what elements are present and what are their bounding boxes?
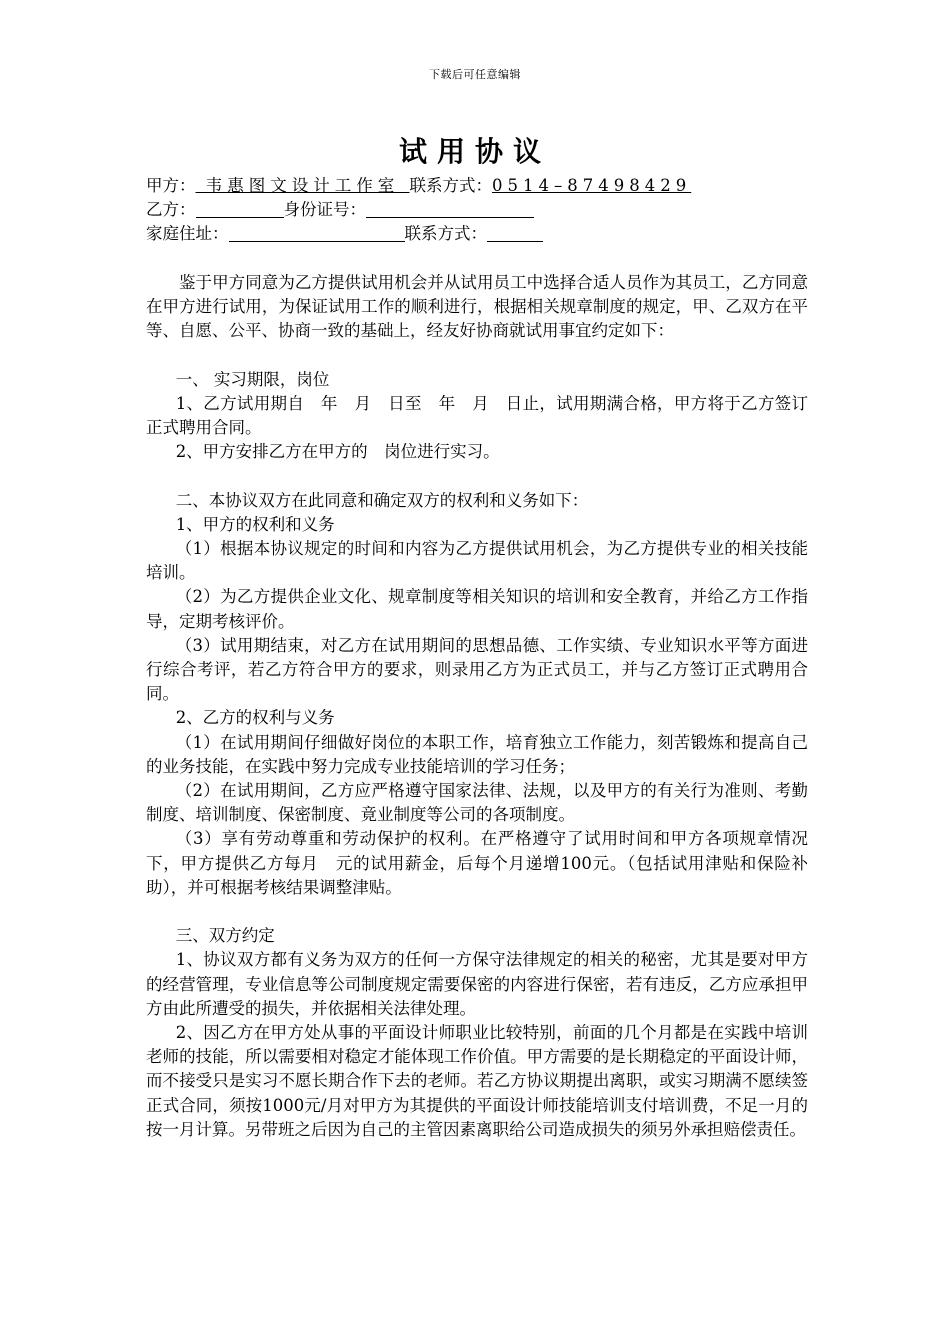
address-blank[interactable] (229, 224, 405, 242)
address-contact-blank[interactable] (487, 224, 543, 242)
section2-sub-a: 1、甲方的权利和义务 (175, 514, 335, 534)
address-line (146, 222, 808, 246)
party-a-value: 韦惠图文设计工作室 (195, 176, 410, 195)
section2-a-item: （1）根据本协议规定的时间和内容为乙方提供试用机会，为乙方提供专业的相关技能培训。 (146, 539, 808, 583)
section3-item: 2、因乙方在甲方处从事的平面设计师职业比较特别，前面的几个月都是在实践中培训老师的技能，所以需要相对稳定才能体现工作价值。甲方需要的是长期稳定的平面设计师，而不接受只是实习不愿长期合作下去的老师。若乙方协议期提出离职，或实习期满不愿续签正式合同，须按1000元/月对甲方为其提供的平面设计师技能培训支付培训费，不足一月的按一月计算。另带班之后因为自己的主管因素离职给公司造成损失的须另外承担赔偿责任。 (146, 1023, 808, 1139)
party-a-label: 甲方： (146, 176, 196, 195)
address-label: 家庭住址： (146, 224, 229, 244)
address-contact-label: 联系方式： (404, 224, 487, 244)
section2-b-item: （2）在试用期间，乙方应严格遵守国家法律、法规，以及甲方的有关行为准则、考勤制度、培训制度、保密制度、竟业制度等公司的各项制度。 (146, 781, 808, 825)
intro-paragraph: 鉴于甲方同意为乙方提供试用机会并从试用员工中选择合适人员作为其员工，乙方同意在甲方进行试用，为保证试用工作的顺利进行，根据相关规章制度的规定，甲、乙双方在平等、自愿、公平、协商一致的基础上，经友好协商就试用事宜约定如下： (146, 272, 808, 341)
section2-b-item: （1）在试用期间仔细做好岗位的本职工作，培育独立工作能力，刻苦锻炼和提高自己的业务技能，在实践中努力完成专业技能培训的学习任务； (146, 732, 808, 776)
party-a-contact-value: 0514–87498429 (492, 176, 692, 195)
party-b-label: 乙方： (146, 200, 196, 220)
party-b-id-label: 身份证号： (283, 200, 366, 220)
section2-b-item: （3）享有劳动尊重和劳动保护的权利。在严格遵守了试用时间和甲方各项规章情况下，甲方提供乙方每月 元的试用薪金，后每个月递增100元。（包括试用津贴和保险补助），并可根据考核结果调整津贴。 (146, 829, 808, 897)
section2-sub-b: 2、乙方的权利与义务 (175, 708, 335, 728)
document-title: 试用协议 (398, 135, 551, 168)
section1-heading: 一、 实习期限，岗位 (175, 369, 330, 389)
section2-a-item: （2）为乙方提供企业文化、规章制度等相关知识的培训和安全教育，并给乙方工作指导，定期考核评价。 (146, 587, 808, 631)
section1-item: 1、乙方试用期自 年 月 日至 年 月 日止，试用期满合格，甲方将于乙方签订正式聘用合同。 (146, 393, 808, 437)
party-b-id-blank[interactable] (366, 200, 534, 218)
party-b-line (146, 198, 808, 222)
section2-heading: 二、本协议双方在此同意和确定双方的权利和义务如下： (175, 490, 589, 510)
party-b-name-blank[interactable] (196, 200, 284, 218)
party-a-contact-label: 联系方式： (409, 176, 492, 195)
party-a-line (146, 174, 808, 198)
section3-item: 1、协议双方都有义务为双方的任何一方保守法律规定的相关的秘密，尤其是要对甲方的经营管理，专业信息等公司制度规定需要保密的内容进行保密，若有违反，乙方应承担甲方由此所遭受的损失，并依据相关法律处理。 (146, 950, 808, 1018)
document-body (146, 174, 808, 1142)
header-note: 下载后可任意编辑 (429, 68, 521, 81)
section2-a-item: （3）试用期结束，对乙方在试用期间的思想品德、工作实绩、专业知识水平等方面进行综合考评，若乙方符合甲方的要求，则录用乙方为正式员工，并与乙方签订正式聘用合同。 (146, 635, 808, 704)
section1-item: 2、甲方安排乙方在甲方的 岗位进行实习。 (175, 442, 500, 462)
section3-heading: 三、双方约定 (175, 926, 275, 946)
